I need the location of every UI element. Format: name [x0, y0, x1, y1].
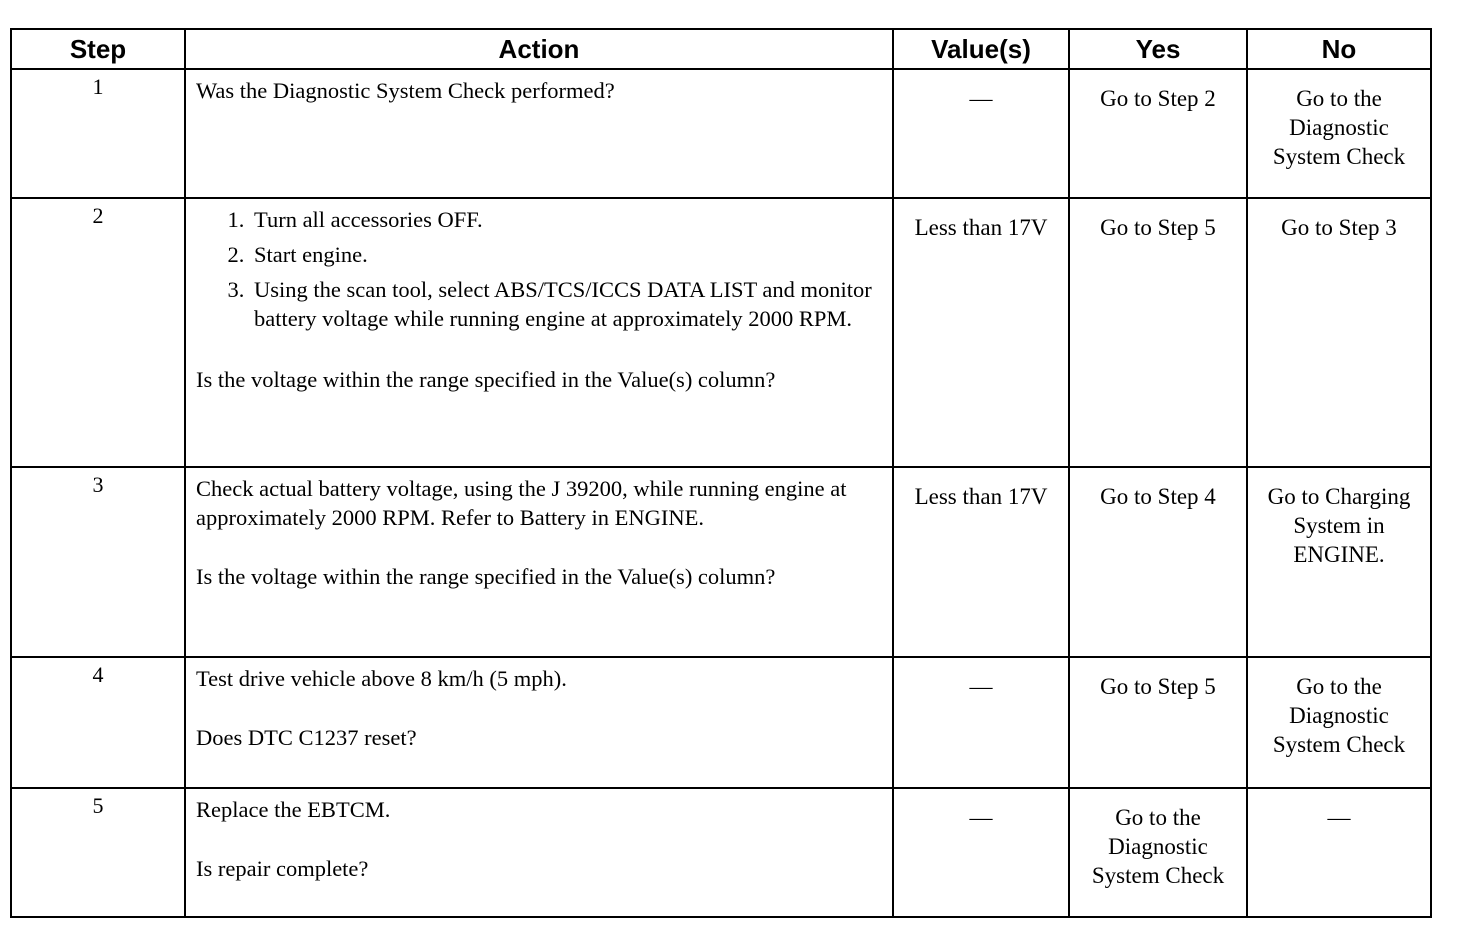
step-number: 1: [11, 69, 185, 198]
value-cell: Less than 17V: [893, 198, 1069, 467]
value-cell: Less than 17V: [893, 467, 1069, 657]
no-cell: Go to the Diagnostic System Check: [1247, 69, 1431, 198]
action-step: 1. Turn all accessories OFF.: [250, 205, 882, 234]
value-cell: —: [893, 69, 1069, 198]
yes-cell: Go to Step 4: [1069, 467, 1247, 657]
action-question: Is the voltage within the range specified in the Value(s) column?: [196, 563, 776, 589]
action-question: Does DTC C1237 reset?: [196, 724, 417, 750]
header-row: [11, 29, 1431, 69]
yes-cell: Go to the Diagnostic System Check: [1069, 788, 1247, 917]
action-steps-list: [196, 205, 882, 333]
no-cell: —: [1247, 788, 1431, 917]
action-cell: [185, 788, 893, 917]
yes-cell: Go to Step 5: [1069, 657, 1247, 788]
no-cell: Go to Charging System in ENGINE.: [1247, 467, 1431, 657]
step-number: 3: [11, 467, 185, 657]
diagnostic-table: [10, 28, 1432, 918]
value-cell: —: [893, 657, 1069, 788]
step-number: 4: [11, 657, 185, 788]
no-cell: Go to Step 3: [1247, 198, 1431, 467]
table-row: [11, 788, 1431, 917]
value-cell: —: [893, 788, 1069, 917]
no-cell: Go to the Diagnostic System Check: [1247, 657, 1431, 788]
action-text: Replace the EBTCM.: [196, 796, 391, 822]
action-question: Is the voltage within the range specified in the Value(s) column?: [196, 367, 776, 393]
table-row: [11, 467, 1431, 657]
action-text: Was the Diagnostic System Check performed?: [196, 78, 615, 103]
step-number: 2: [11, 198, 185, 467]
header-no: No: [1247, 29, 1431, 69]
action-question: Is repair complete?: [196, 855, 369, 881]
header-yes: Yes: [1069, 29, 1247, 69]
action-step: 2. Start engine.: [250, 240, 882, 269]
action-text: Test drive vehicle above 8 km/h (5 mph).: [196, 665, 567, 691]
header-values: Value(s): [893, 29, 1069, 69]
header-step: Step: [11, 29, 185, 69]
action-step: 3. Using the scan tool, select ABS/TCS/ICCS DATA LIST and monitor battery voltage while running engine at approximately 2000 RPM.: [250, 275, 882, 333]
action-cell: [185, 467, 893, 657]
table-row: [11, 657, 1431, 788]
header-action: Action: [185, 29, 893, 69]
action-text: Check actual battery voltage, using the J 39200, while running engine at approximately 2000 RPM. Refer to Battery in ENGINE.: [196, 475, 847, 530]
yes-cell: Go to Step 5: [1069, 198, 1247, 467]
step-number: 5: [11, 788, 185, 917]
table-row: [11, 198, 1431, 467]
yes-cell: Go to Step 2: [1069, 69, 1247, 198]
action-cell: [185, 657, 893, 788]
action-cell: [185, 69, 893, 198]
table-row: [11, 69, 1431, 198]
action-cell: [185, 198, 893, 467]
